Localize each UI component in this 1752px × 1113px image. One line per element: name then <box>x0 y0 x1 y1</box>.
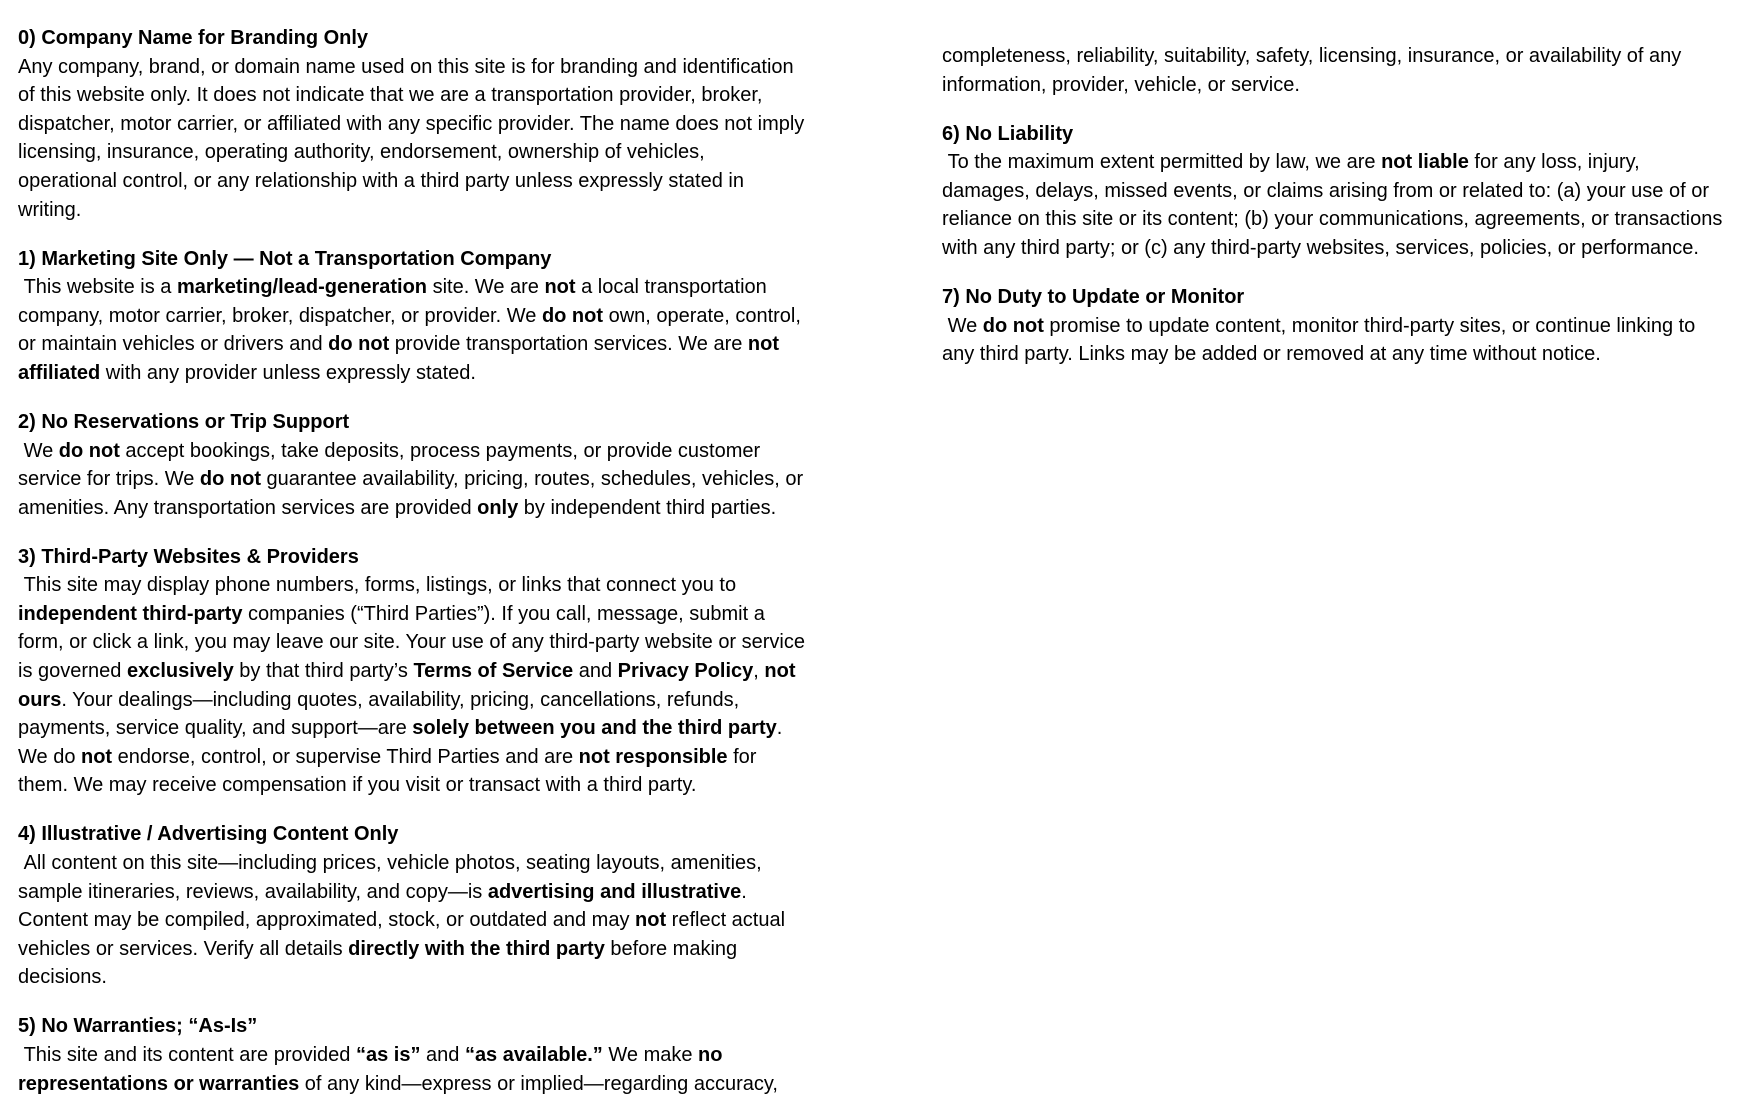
section <box>18 408 808 522</box>
section-heading: 3) Third-Party Websites & Providers <box>18 545 359 568</box>
section-paragraph: This website is a marketing/lead-generation site. We are not a local transportation company, motor carrier, broker, dispatcher, or provider. We do not own, operate, control, or maintain vehicles or drivers and do not provide transportation services. We are not affiliated with any provider unless expressly stated. <box>18 276 807 384</box>
section-heading: 5) No Warranties; “As-Is” <box>18 1015 258 1038</box>
bold-run: solely between you and the third party <box>412 717 777 740</box>
bold-run: do not <box>982 314 1044 337</box>
bold-run: directly with the third party <box>348 937 605 960</box>
bold-run: “as available.” <box>464 1043 603 1066</box>
bold-run: not <box>635 909 667 932</box>
bold-run: not affiliated <box>18 333 785 384</box>
section-paragraph: We do not accept bookings, take deposits, process payments, or provide customer service for trips. We do not guarantee availability, pricing, routes, schedules, vehicles, or amenities. Any transportation services are provided only by independent third parties. <box>18 439 809 519</box>
section <box>18 543 811 800</box>
section <box>942 42 1732 99</box>
section-heading: 7) No Duty to Update or Monitor <box>942 285 1245 308</box>
bold-run: marketing/lead-generation <box>176 276 428 299</box>
bold-run: do not <box>58 439 120 462</box>
bold-run: Terms of Service <box>413 660 574 683</box>
bold-run: “as is” <box>355 1043 421 1066</box>
column-right <box>942 42 1732 369</box>
section-paragraph: Any company, brand, or domain name used on this site is for branding and identification of this website only. It does not indicate that we are a transportation provider, broker, dispatcher, motor carrier, or affiliated with any specific provider. The name does not imply licensing, insurance, operating authority, endorsement, ownership of vehicles, operational control, or any relationship with a third party unless expressly stated in writing. <box>18 55 810 221</box>
bold-run: advertising and illustrative <box>487 880 742 903</box>
bold-run: do not <box>328 333 390 356</box>
section-heading: 1) Marketing Site Only — Not a Transportation Company <box>18 247 552 270</box>
section-paragraph: To the maximum extent permitted by law, we are not liable for any loss, injury, damages, delays, missed events, or claims arising from or related to: (a) your use of or reliance on this site or its content; (b) your communications, agreements, or transactions with any third party; or (c) any third-party websites, services, policies, or performance. <box>942 151 1728 259</box>
bold-run: do not <box>199 468 261 491</box>
section-paragraph: We do not promise to update content, monitor third-party sites, or continue linking to any third party. Links may be added or removed at any time without notice. <box>942 314 1701 366</box>
bold-run: not liable <box>1381 151 1469 174</box>
section <box>18 24 808 224</box>
bold-run: not <box>544 276 576 299</box>
section-paragraph: This site and its content are provided “as is” and “as available.” We make no representations or warranties of any kind—express or implied—regarding accuracy, <box>18 1043 778 1095</box>
section-heading: 0) Company Name for Branding Only <box>18 27 369 49</box>
bold-run: no representations or warranties <box>18 1043 729 1095</box>
section <box>942 283 1732 369</box>
bold-run: not responsible <box>578 745 728 768</box>
section <box>18 245 808 388</box>
column-left <box>18 24 811 1098</box>
bold-run: independent third-party <box>18 602 243 625</box>
section <box>18 820 808 992</box>
continuation-paragraph: completeness, reliability, suitability, safety, licensing, insurance, or availability of any information, provider, vehicle, or service. <box>942 45 1687 96</box>
bold-run: do not <box>541 304 604 327</box>
section-heading: 2) No Reservations or Trip Support <box>18 410 350 433</box>
bold-run: not <box>81 745 113 768</box>
section-paragraph: All content on this site—including prices, vehicle photos, seating layouts, amenities, sample itineraries, reviews, availability, and copy—is advertising and illustrative. Content may be compiled, approximated, stock, or outdated and may not reflect actual vehicles or services. Verify all details directly with the third party before making decisions. <box>18 852 791 989</box>
bold-run: exclusively <box>126 660 234 683</box>
section <box>18 1012 808 1098</box>
bold-run: only <box>477 496 519 519</box>
bold-run: not ours <box>18 660 802 711</box>
bold-run: Privacy Policy <box>617 660 754 683</box>
section-paragraph: This site may display phone numbers, forms, listings, or links that connect you to independent third-party companies (“Third Parties”). If you call, message, submit a form, or click a link, you may leave our site. Your use of any third-party website or service is governed exclusively by that third party’s Terms of Service and Privacy Policy, not ours. Your dealings—including quotes, availability, pricing, cancellations, refunds, payments, service quality, and support—are solely between you and the third party. We do not endorse, control, or supervise Third Parties and are not responsible for them. We may receive compensation if you visit or transact with a third party. <box>18 574 811 797</box>
section-heading: 6) No Liability <box>942 122 1074 145</box>
section <box>942 120 1732 263</box>
section-heading: 4) Illustrative / Advertising Content Only <box>18 823 399 846</box>
